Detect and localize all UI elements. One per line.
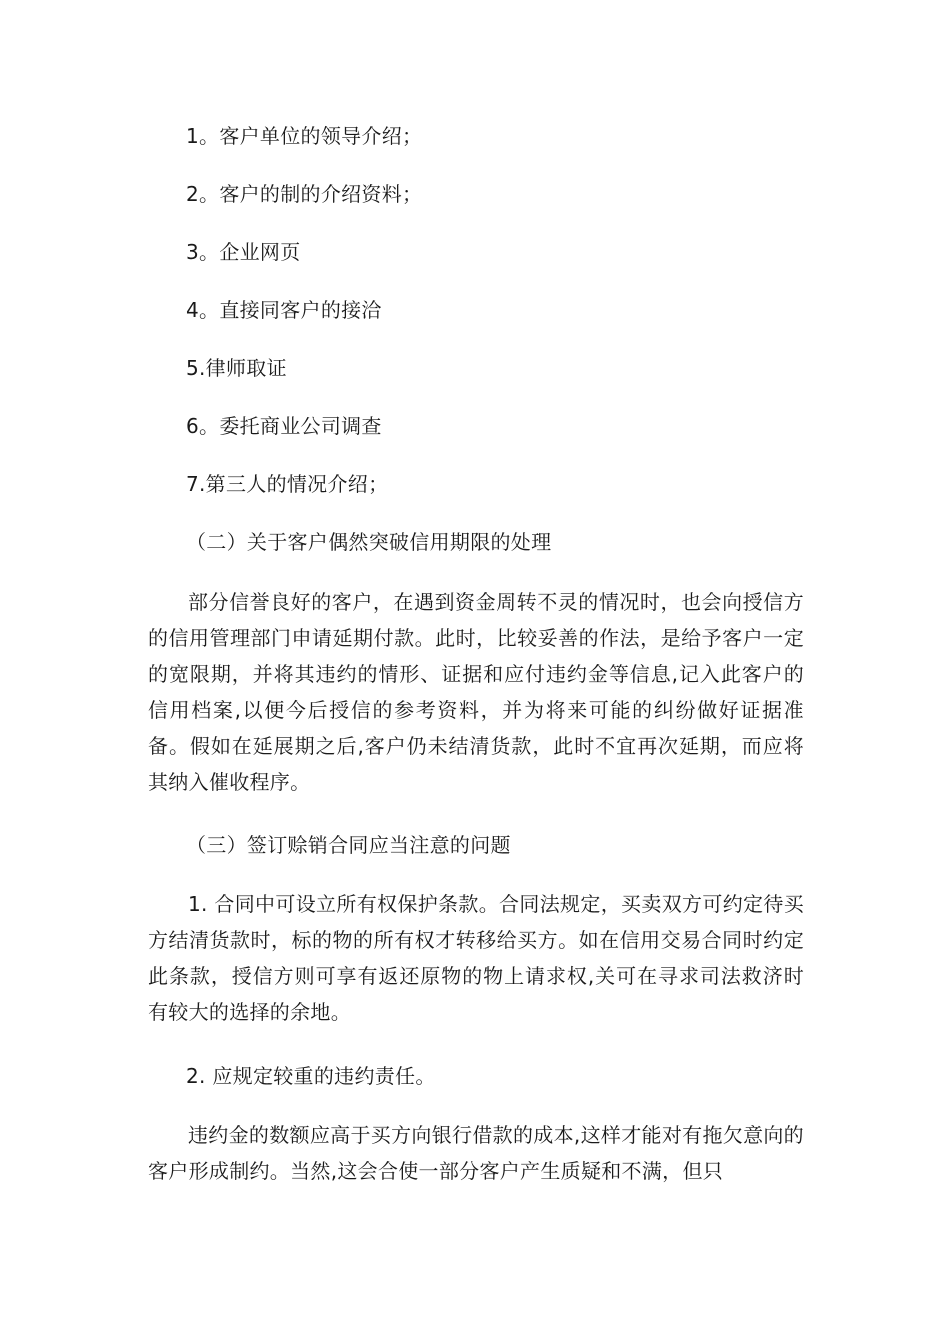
section-heading: （三）签订赊销合同应当注意的问题	[186, 833, 511, 857]
body-paragraph: 违约金的数额应高于买方向银行借款的成本,这样才能对有拖欠意向的客户形成制约。当然,这会合使一部分客户产生质疑和不满，但只	[148, 1123, 804, 1183]
body-paragraph: 1. 合同中可设立所有权保护条款。合同法规定，买卖双方可约定待买方结清货款时，标的物的所有权才转移给买方。如在信用交易合同时约定此条款，授信方则可享有返还原物的物上请求权,关可在寻求司法救济时有较大的选择的余地。	[148, 892, 804, 1024]
section-heading: （二）关于客户偶然突破信用期限的处理	[186, 530, 552, 554]
list-item: 4。直接同客户的接洽	[186, 298, 382, 322]
list-item: 6。委托商业公司调查	[186, 414, 382, 438]
list-item: 7.第三人的情况介绍；	[186, 472, 389, 496]
list-item: 2。客户的制的介绍资料；	[186, 182, 423, 206]
body-paragraph: 部分信誉良好的客户，在遇到资金周转不灵的情况时，也会向授信方的信用管理部门申请延期付款。此时，比较妥善的作法，是给予客户一定的宽限期，并将其违约的情形、证据和应付违约金等信息,记入此客户的信用档案,以便今后授信的参考资料，并为将来可能的纠纷做好证据准备。假如在延展期之后,客户仍未结清货款，此时不宜再次延期，而应将其纳入催收程序。	[148, 590, 804, 794]
list-item: 2. 应规定较重的违约责任。	[186, 1064, 436, 1088]
list-item: 5.律师取证	[186, 356, 287, 380]
list-item: 3。企业网页	[186, 240, 301, 264]
list-item: 1。客户单位的领导介绍；	[186, 124, 423, 148]
